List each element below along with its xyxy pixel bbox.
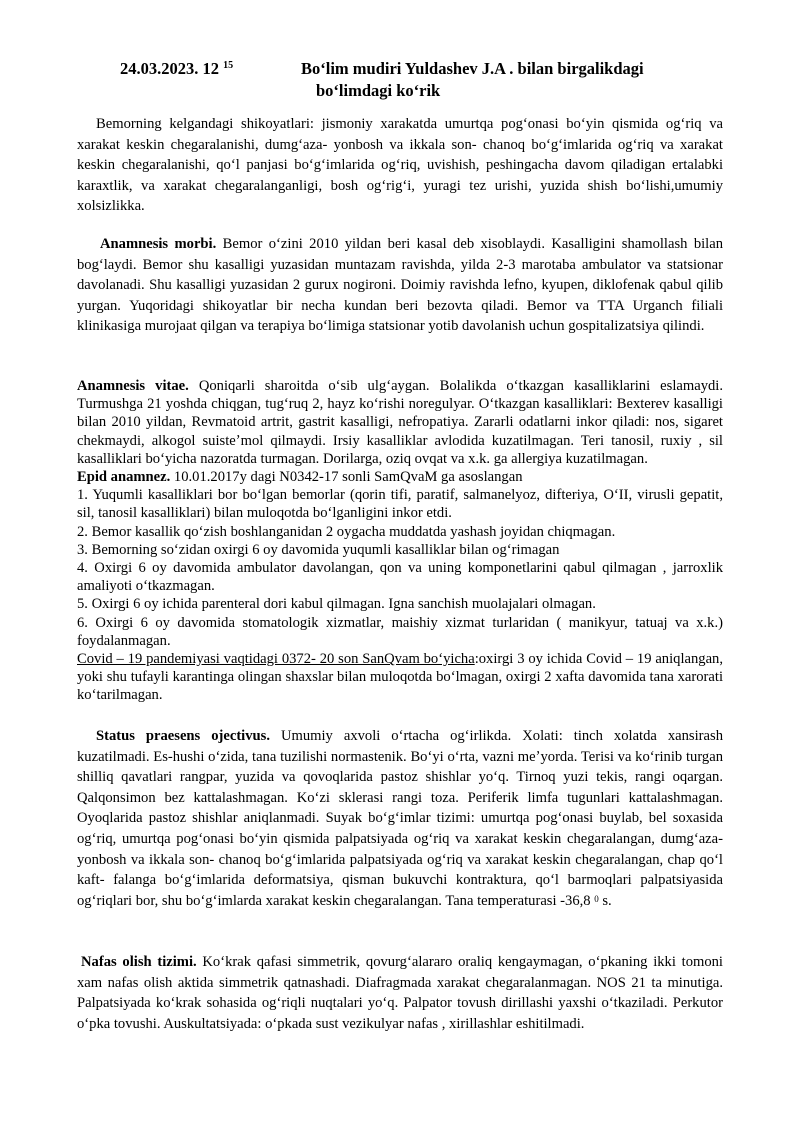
exam-time-minutes: 15 (223, 60, 234, 71)
degree-sup: 0 (594, 893, 599, 904)
anamnesis-morbi-section (77, 234, 723, 337)
covid-reference: Covid – 19 pandemiyasi vaqtidagi 0372- 20 son SanQvam boʻyicha (77, 651, 475, 668)
epid-item-3: 3. Bemorning soʻzidan oxirgi 6 oy davomida yuqumli kasalliklar bilan ogʻrimagan (77, 541, 560, 558)
covid-paragraph (77, 650, 723, 705)
complaints-section (77, 114, 723, 217)
epid-item-1: 1. Yuqumli kasalliklari bor boʻlgan bemorlar (qorin tifi, paratif, salmanelyoz, difteriya, OʻII, virusli gepatit, sil, tanosil kasalliklari) bilan muloqotda boʻlganligini inkor etdi. (77, 487, 723, 522)
exam-title-line1: Boʻlim mudiri Yuldashev J.A . bilan birgalikdagi (301, 59, 644, 78)
epid-item-6: 6. Oxirgi 6 oy davomida stomatologik xizmatlar, maishiy xizmat turlaridan ( manikyur, tatuaj va x.k.) foydalanmagan. (77, 614, 723, 649)
complaints-text: Bemorning kelgandagi shikoyatlari: jismoniy xarakatda umurtqa pogʻonasi boʻyin qismida ogʻriq va xarakat keskin chegaralanishi, dumgʻaza- yonbosh va ikkala son- chanoq boʻgʻimlarida ogʻriq va xarakat keskin chegaralanishi, qoʻl panjasi boʻgʻimlarida ogʻriq, uvishish, peshingacha davom qiladigan ertalabki karaxtlik, va xarakat chegaralanganligi, bosh ogʻrigʻi, yuragi tez urishi, yuzida shish boʻlishi,umumiy xolsizlikka. (77, 116, 723, 215)
respiratory-section (77, 952, 723, 1034)
covid-text: :oxirgi 3 oy ichida Covid – 19 aniqlangan, yoki shu tufayli karantinga olingan shaxslar bilan muloqotda boʻlmagan, oxirgi 2 xafta davomida tana xarorati koʻtarilmagan. (77, 651, 724, 704)
epid-item-4: 4. Oxirgi 6 oy davomida ambulator davolangan, qon va uning komponetlarini qabul qilmagan , jarroxlik amaliyoti oʻtkazmagan. (77, 560, 723, 595)
epid-anamnez-text: 10.01.2017y dagi N0342-17 sonli SamQvaM ga asoslangan (170, 469, 523, 486)
temperature-unit: s. (598, 892, 612, 909)
anamnesis-vitae-label: Anamnesis vitae. (77, 378, 189, 394)
status-praesens-text: Umumiy axvoli oʻrtacha ogʻirlikda. Xolati: tinch xolatda xansirash kuzatilmadi. Es-hushi oʻzida, tana tuzilishi normastenik. Boʻyi oʻrta, vazni meʼyorda. Terisi va koʻrinib turgan shilliq qavatlari rangpar, yuzida va qovoqlarida pastoz shishlar yoʻq. Tirnoq yuzi tekis, rangi oqargan. Qalqonsimon bez kattalashmagan. Koʻzi sklerasi rangi toza. Periferik limfa tugunlari kattalashmagan. Oyoqlarida pastoz shishlar aniqlanmadi. Suyak boʻgʻimlar tizimi: umurtqa pogʻonasi buylab, bel soxasida ogʻriq, umurtqa pogʻonasi boʻyin qismida palpatsiyada ogʻriq va xarakat keskin chegaralangan, dumgʻaza- yonbosh va ikkala son- chanoq boʻgʻimlarida palpatsiyada ogʻriq va xarakat keskin chegaralangan, chap qoʻl kaft- falanga boʻgʻimlarida deformatsiya, qisman bukuvchi kontraktura, qoʻl barmoqlari palpatsiyasida ogʻriqlari bor, shu boʻgʻimlarda xarakat keskin chegaralangan. Tana temperaturasi -36,8 (77, 728, 723, 909)
exam-datetime: 24.03.2023. 12 $^{15}$ (120, 59, 234, 78)
status-praesens-section (77, 726, 723, 911)
epid-item-2: 2. Bemor kasallik qoʻzish boshlanganidan 2 oygacha muddatda yashash joyidan chiqmagan. (77, 523, 616, 540)
epid-anamnez-label: Epid anamnez. (77, 469, 171, 486)
status-praesens-label: Status praesens ojectivus. (96, 728, 270, 744)
anamnesis-vitae-section (77, 377, 723, 705)
anamnesis-morbi-label: Anamnesis morbi. (100, 236, 217, 252)
anamnesis-vitae-text: Qoniqarli sharoitda oʻsib ulgʻaygan. Bolalikda oʻtkazgan kasalliklarini eslamaydi. Turmushga 21 yoshda chiqgan, tugʻruq 2, hayz koʻrishi noregulyar. Oʻtkazgan kasalliklari: Bexterev kasalligi bilan 2010 yildan, Revmatoid artrit, gastrit kasalligi, nefropatiya. Zararli odatlarni inkor qiladi: nos, sigaret chekmaydi, alkogol suisteʼmol qilmaydi. Irsiy kasalliklar avlodida kuzatilmagan. Teri tanosil, ruxiy , sil kasalliklari boʻyicha nazoratda turmagan. Dorilarga, oziq ovqat va x.k. ga allergiya kuzatilmagan. (77, 378, 723, 467)
epid-item-5: 5. Oxirgi 6 oy ichida parenteral dori kabul qilmagan. Igna sanchish muolajalari olmagan. (77, 596, 596, 613)
respiratory-text: Koʻkrak qafasi simmetrik, qovurgʻalararo oraliq kengaymagan, oʻpkaning ikki tomoni xam nafas olish aktida simmetrik qatnashadi. Diafragmada xarakat chegaralanmagan. NOS 21 ta minutiga. Palpatsiyada koʻkrak sohasida ogʻriqli nuqtalari yoʻq. Palpator tovush dirillashi yaxshi oʻtkaziladi. Perkutor oʻpka tovushi. Auskultatsiyada: oʻpkada sust vezikulyar nafas , xirillashlar eshitilmadi. (77, 954, 723, 1032)
anamnesis-morbi-text: Bemor oʻzini 2010 yildan beri kasal deb xisoblaydi. Kasalligini shamollash bilan bogʻlaydi. Bemor shu kasalligi yuzasidan muntazam ravishda, yilda 2-3 marotaba ambulator va statsionar davolanadi. Shu kasalligi yuzasidan 2 gurux nogironi. Doimiy ravishda lefno, kyupen, diklofenak qabul qilib yurgan. Yuqoridagi shikoyatlar bir necha kundan beri bezovta qiladi. Bemor va TTA Urganch filiali klinikasiga murojaat qilgan va terapiya boʻlimiga statsionar yotib davolanish uchun gospitalizatsiya qilindi. (77, 236, 723, 335)
epid-anamnez-heading (77, 468, 723, 486)
respiratory-label: Nafas olish tizimi. (81, 954, 197, 970)
exam-title-line2: boʻlimdagi koʻrik (316, 81, 441, 100)
